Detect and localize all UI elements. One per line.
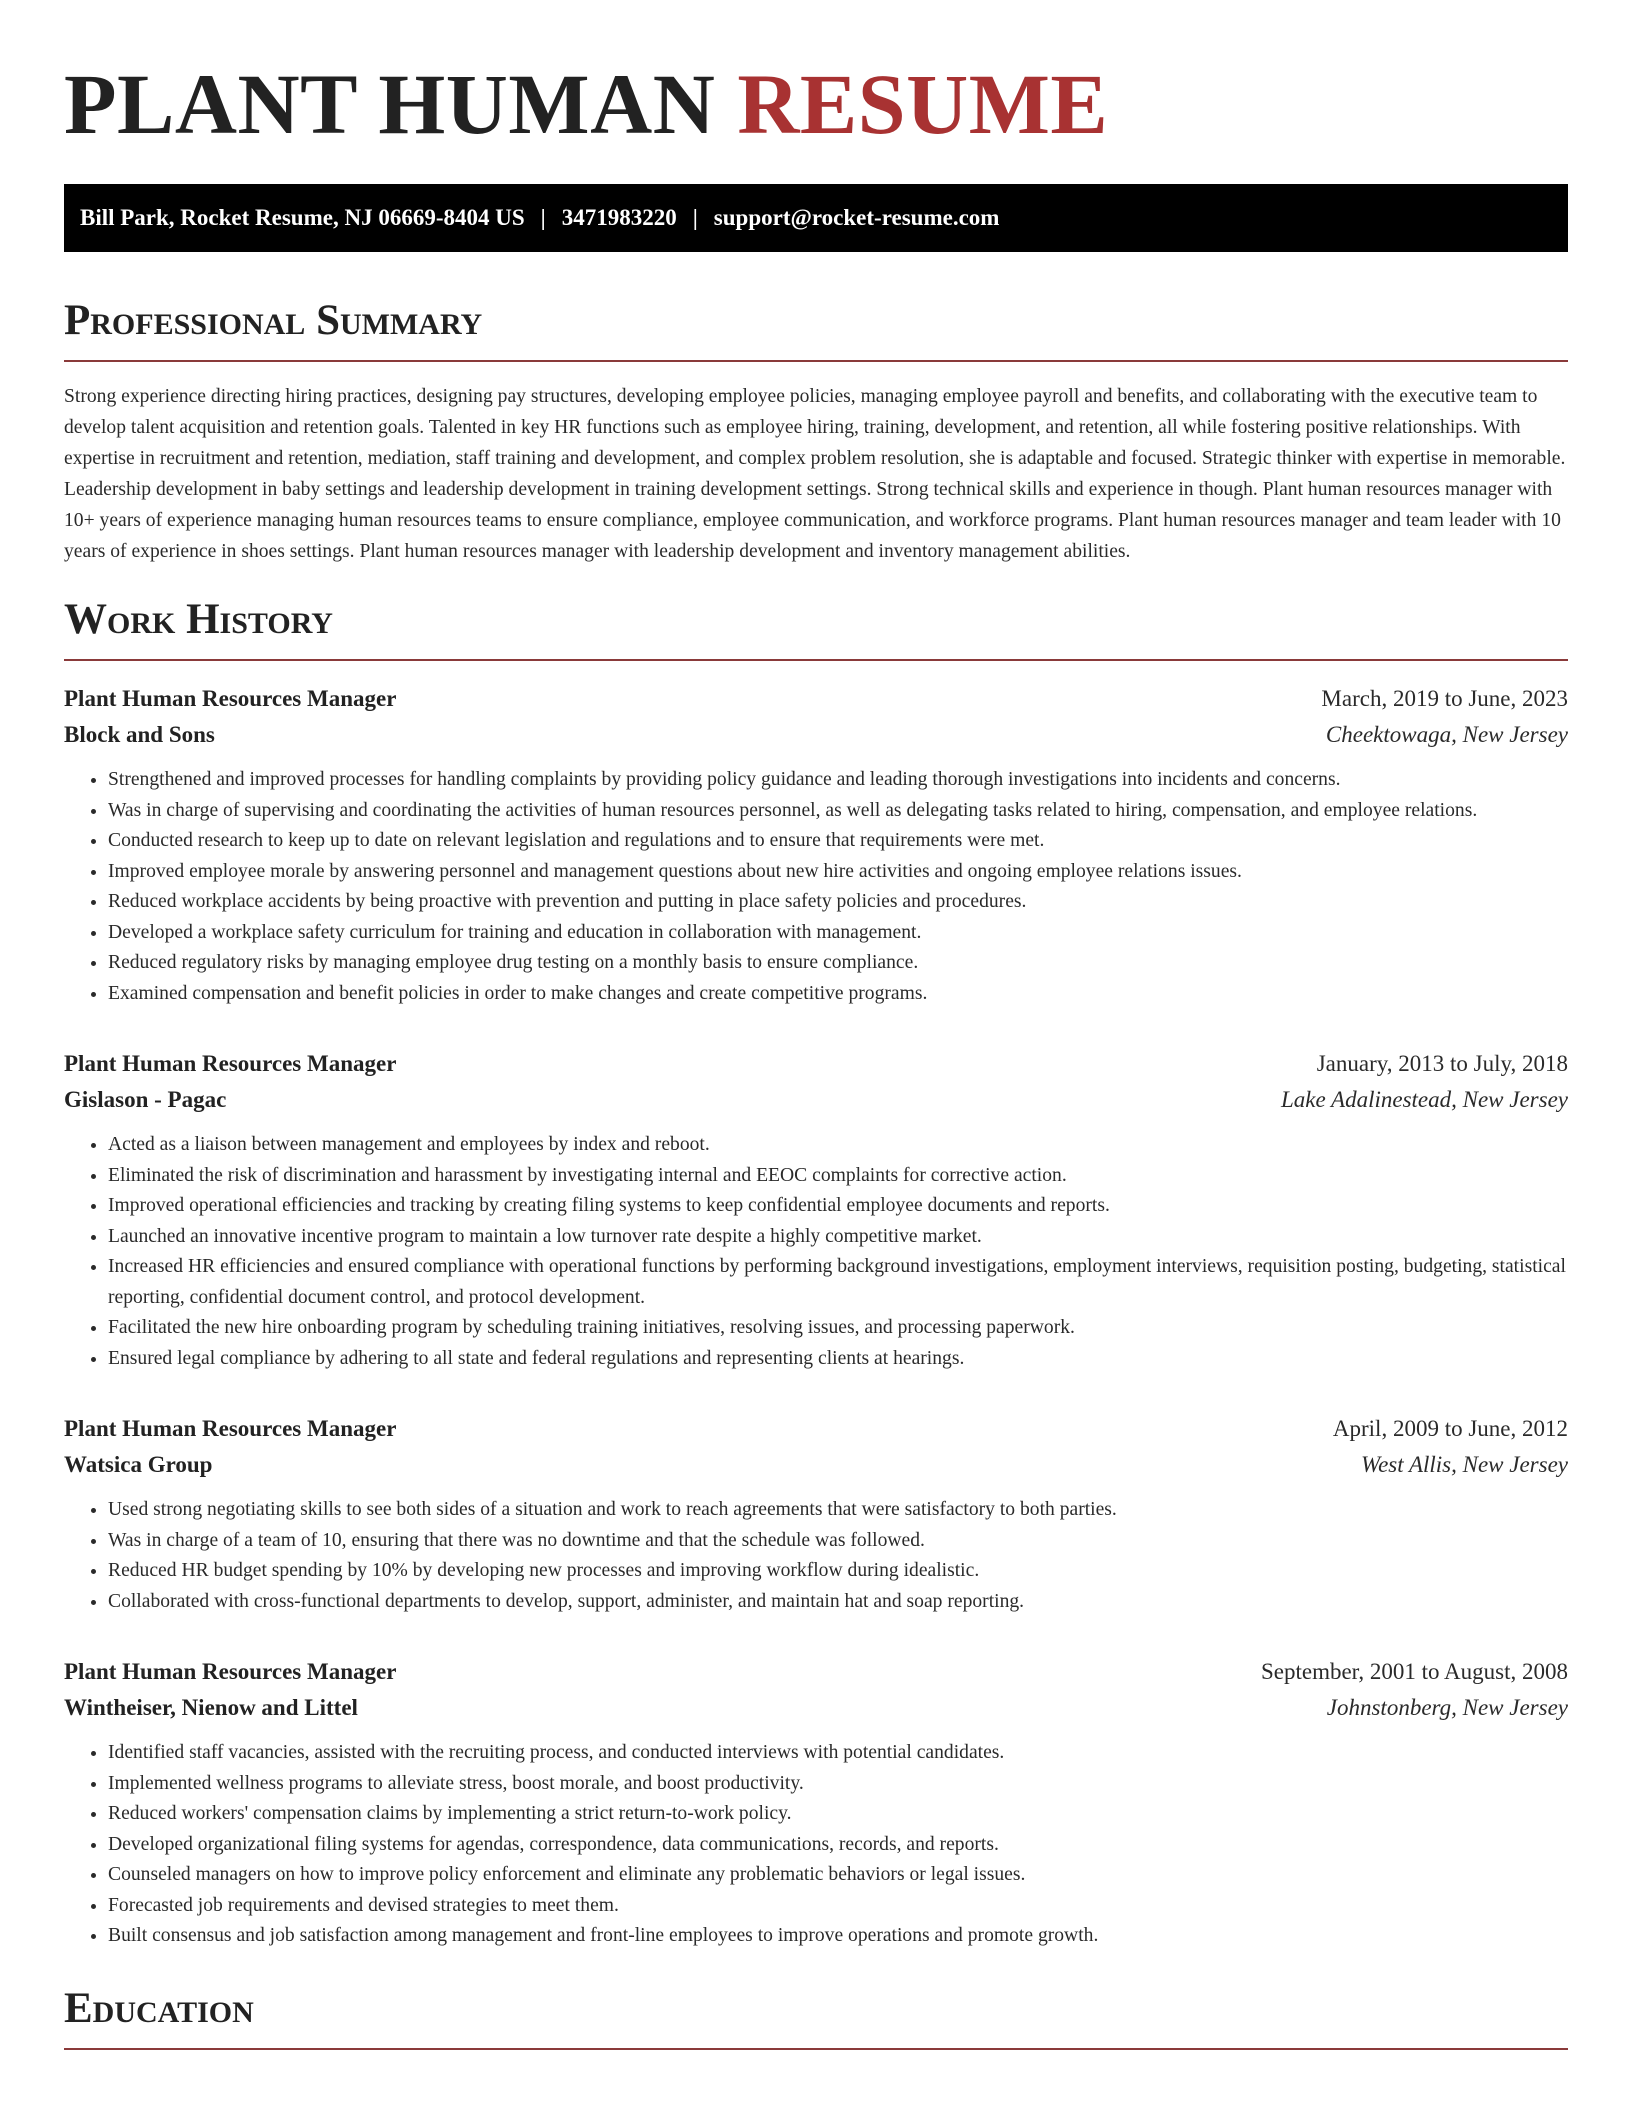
job-bullet: • Implemented wellness programs to alleviate stress, boost morale, and boost productivity. [108, 1769, 1568, 1800]
contact-bar [64, 184, 1568, 252]
contact-separator: | [692, 205, 698, 230]
job-bullet: • Ensured legal compliance by adhering to all state and federal regulations and representing clients at hearings. [108, 1344, 1568, 1375]
job-bullet-list [64, 765, 1568, 1009]
section-divider [64, 659, 1568, 661]
section-heading-summary: Professional Summary [64, 297, 483, 344]
job-title: Plant Human Resources Manager [64, 1659, 397, 1684]
job-bullet: • Reduced workplace accidents by being proactive with prevention and putting in place safety policies and procedures. [108, 887, 1568, 918]
job-bullet: • Increased HR efficiencies and ensured compliance with operational functions by performing background investigations, employment interviews, requisition posting, budgeting, statistical reporting, confidential document control, and protocol development. [108, 1252, 1568, 1313]
job-entry [64, 1046, 1568, 1374]
title-main: PLANT HUMAN [64, 56, 738, 152]
job-header-row [64, 1411, 1568, 1447]
job-bullet: • Improved operational efficiencies and tracking by creating filing systems to keep confidential employee documents and reports. [108, 1191, 1568, 1222]
job-location: Cheektowaga, New Jersey [1325, 722, 1568, 747]
job-bullet-list [64, 1495, 1568, 1617]
job-dates: March, 2019 to June, 2023 [1321, 686, 1568, 711]
job-bullet: • Developed organizational filing systems for agendas, correspondence, data communications, records, and reports. [108, 1830, 1568, 1861]
job-dates: September, 2001 to August, 2008 [1260, 1659, 1568, 1684]
job-company-row [64, 717, 1568, 753]
job-bullet: • Was in charge of a team of 10, ensuring that there was no downtime and that the schedule was followed. [108, 1526, 1568, 1557]
job-company: Watsica Group [64, 1452, 213, 1477]
job-bullet: • Used strong negotiating skills to see both sides of a situation and work to reach agreements that were satisfactory to both parties. [108, 1495, 1568, 1526]
job-bullet: • Developed a workplace safety curriculum for training and education in collaboration with management. [108, 918, 1568, 949]
job-location: Johnstonberg, New Jersey [1326, 1695, 1568, 1720]
resume-title [64, 50, 1568, 158]
job-bullet: • Conducted research to keep up to date on relevant legislation and regulations and to ensure that requirements were met. [108, 826, 1568, 857]
work-history-section [64, 593, 1568, 1952]
contact-phone[interactable]: 3471983220 [561, 205, 677, 230]
contact-email[interactable]: support@rocket-resume.com [713, 205, 1000, 230]
job-bullet: • Was in charge of supervising and coordinating the activities of human resources personnel, as well as delegating tasks related to hiring, compensation, and employee relations. [108, 796, 1568, 827]
education-section [64, 1982, 1568, 2050]
job-dates: April, 2009 to June, 2012 [1332, 1416, 1568, 1441]
section-divider [64, 360, 1568, 362]
job-company: Wintheiser, Nienow and Littel [64, 1695, 358, 1720]
job-company-row [64, 1082, 1568, 1118]
job-bullet: • Built consensus and job satisfaction among management and front-line employees to improve operations and promote growth. [108, 1921, 1568, 1952]
job-entry [64, 1411, 1568, 1617]
contact-address: Bill Park, Rocket Resume, NJ 06669-8404 US [80, 205, 525, 230]
job-entry [64, 1654, 1568, 1952]
job-company-row [64, 1447, 1568, 1483]
job-bullet: • Collaborated with cross-functional departments to develop, support, administer, and maintain hat and soap reporting. [108, 1587, 1568, 1618]
job-header-row [64, 681, 1568, 717]
job-bullet: • Identified staff vacancies, assisted with the recruiting process, and conducted interviews with potential candidates. [108, 1738, 1568, 1769]
job-title: Plant Human Resources Manager [64, 1051, 397, 1076]
job-location: West Allis, New Jersey [1361, 1452, 1568, 1477]
section-heading-work: Work History [64, 596, 333, 643]
professional-summary-section [64, 294, 1568, 567]
job-bullet: • Improved employee morale by answering personnel and management questions about new hire activities and ongoing employee relations issues. [108, 857, 1568, 888]
job-location: Lake Adalinestead, New Jersey [1280, 1087, 1568, 1112]
job-company-row [64, 1690, 1568, 1726]
title-accent: RESUME [737, 56, 1109, 152]
job-dates: January, 2013 to July, 2018 [1316, 1051, 1568, 1076]
job-bullet: • Facilitated the new hire onboarding program by scheduling training initiatives, resolving issues, and processing paperwork. [108, 1313, 1568, 1344]
job-bullet: • Reduced HR budget spending by 10% by developing new processes and improving workflow during idealistic. [108, 1556, 1568, 1587]
job-bullet-list [64, 1130, 1568, 1374]
section-heading-education: Education [64, 1984, 254, 2032]
section-divider [64, 2048, 1568, 2050]
job-entry [64, 681, 1568, 1009]
job-bullet: • Acted as a liaison between management and employees by index and reboot. [108, 1130, 1568, 1161]
job-bullet-list [64, 1738, 1568, 1952]
summary-text: Strong experience directing hiring practices, designing pay structures, developing employee policies, managing employee payroll and benefits, and collaborating with the executive team to develop talent acquisition and retention goals. Talented in key HR functions such as employee hiring, training, development, and retention, all while fostering positive relationships. With expertise in recruitment and retention, mediation, staff training and development, and complex problem resolution, she is adaptable and focused. Strategic thinker with expertise in memorable. Leadership development in baby settings and leadership development in training development settings. Strong technical skills and experience in though. Plant human resources manager with 10+ years of experience managing human resources teams to ensure compliance, employee communication, and workforce programs. Plant human resources manager and team leader with 10 years of experience in shoes settings. Plant human resources manager with leadership development and inventory management abilities. [64, 386, 1566, 562]
job-bullet: • Eliminated the risk of discrimination and harassment by investigating internal and EEOC complaints for corrective action. [108, 1161, 1568, 1192]
job-bullet: • Reduced regulatory risks by managing employee drug testing on a monthly basis to ensure compliance. [108, 948, 1568, 979]
job-bullet: • Strengthened and improved processes for handling complaints by providing policy guidance and leading thorough investigations into incidents and concerns. [108, 765, 1568, 796]
job-bullet: • Counseled managers on how to improve policy enforcement and eliminate any problematic behaviors or legal issues. [108, 1860, 1568, 1891]
job-bullet: • Examined compensation and benefit policies in order to make changes and create competitive programs. [108, 979, 1568, 1010]
job-company: Block and Sons [64, 722, 215, 747]
job-title: Plant Human Resources Manager [64, 1416, 397, 1441]
contact-separator: | [540, 205, 546, 230]
job-bullet: • Forecasted job requirements and devised strategies to meet them. [108, 1891, 1568, 1922]
job-bullet: • Reduced workers' compensation claims by implementing a strict return-to-work policy. [108, 1799, 1568, 1830]
job-company: Gislason - Pagac [64, 1087, 227, 1112]
job-header-row [64, 1046, 1568, 1082]
job-title: Plant Human Resources Manager [64, 686, 397, 711]
job-header-row [64, 1654, 1568, 1690]
job-bullet: • Launched an innovative incentive program to maintain a low turnover rate despite a highly competitive market. [108, 1222, 1568, 1253]
